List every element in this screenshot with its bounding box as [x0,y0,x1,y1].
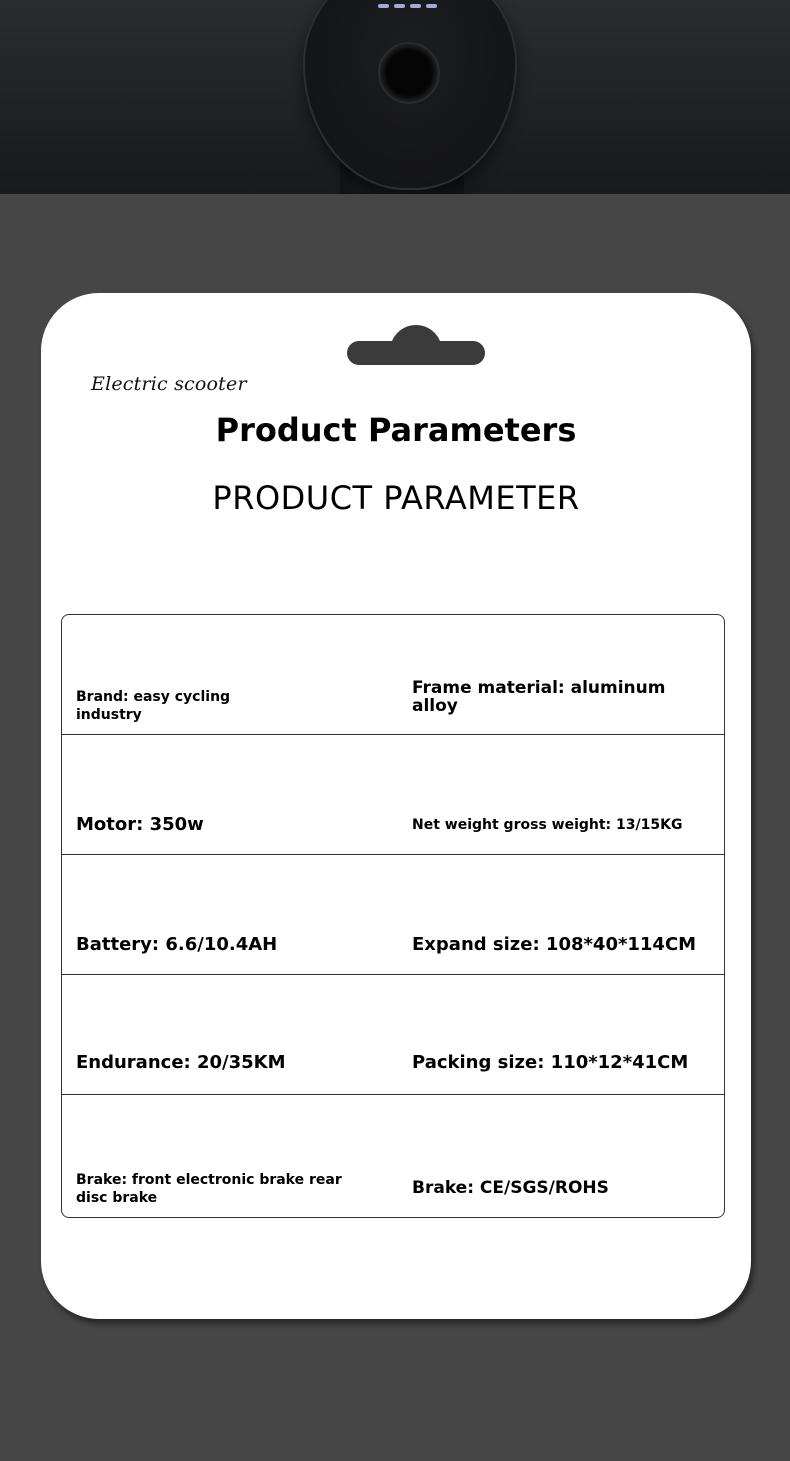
parameter-card [41,293,751,1319]
param-frame-material: Frame material: aluminum alloy [412,678,666,716]
table-row [62,615,724,735]
table-row [62,855,724,975]
device-button [380,44,438,102]
hang-tab-icon [347,325,485,367]
param-brand: Brand: easy cycling industry [76,689,231,723]
page-subtitle: PRODUCT PARAMETER [212,479,580,517]
table-row [62,975,724,1095]
table-row [62,735,724,855]
page-title: Product Parameters [215,411,577,449]
param-endurance: Endurance: 20/35KM [76,1052,286,1073]
param-brake-type: Brake: front electronic brake rear disc brake [76,1172,342,1206]
param-weight: Net weight gross weight: 13/15KG [412,817,683,833]
table-row [62,1095,724,1217]
param-expand-size: Expand size: 108*40*114CM [412,934,697,955]
battery-indicator-lights [378,4,437,8]
param-battery: Battery: 6.6/10.4AH [76,934,278,955]
script-label: Electric scooter [91,373,247,395]
parameter-table [61,614,725,1218]
param-motor: Motor: 350w [76,814,204,835]
param-certification: Brake: CE/SGS/ROHS [412,1178,609,1198]
param-packing-size: Packing size: 110*12*41CM [412,1052,689,1073]
product-photo-banner [0,0,790,194]
